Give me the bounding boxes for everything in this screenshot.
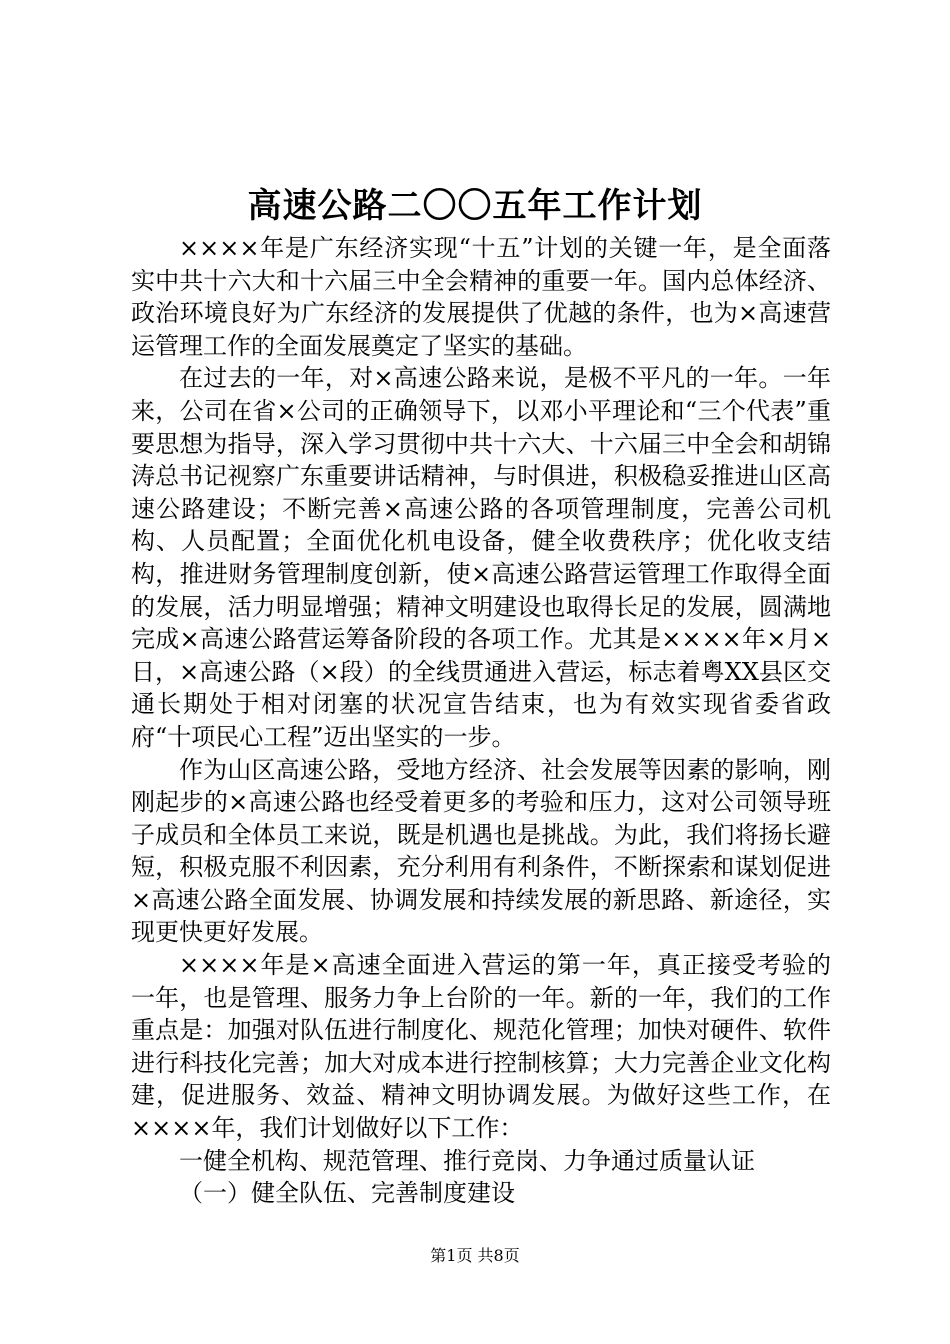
subsection-heading-1: （一）健全队伍、完善制度建设 <box>179 1179 515 1208</box>
paragraph-past-year: 在过去的一年，对×高速公路来说，是极不平凡的一年。一年来，公司在省×公司的正确领导下，以邓小平理论和“三个代表”重要思想为指导，深入学习贯彻中共十六大、十六届三中全会和胡锦涛总书记视察广东重要讲话精神，与时俱进，积极稳妥推进山区高速公路建设；不断完善×高速公路的各项管理制度，完善公司机构、人员配置；全面优化机电设备，健全收费秩序；优化收支结构，推进财务管理制度创新，使×高速公路营运管理工作取得全面的发展，活力明显增强；精神文明建设也取得长足的发展，圆满地完成×高速公路营运筹备阶段的各项工作。尤其是××××年×月×日，×高速公路（×段）的全线贯通进入营运，标志着粤XX县区交通长期处于相对闭塞的状况宣告结束，也为有效实现省委省政府“十项民心工程”迈出坚实的一步。 <box>131 364 831 751</box>
paragraph-challenges: 作为山区高速公路，受地方经济、社会发展等因素的影响，刚刚起步的×高速公路也经受着更多的考验和压力，这对公司领导班子成员和全体员工来说，既是机遇也是挑战。为此，我们将扬长避短，积极克服不利因素，充分利用有利条件，不断探索和谋划促进×高速公路全面发展、协调发展和持续发展的新思路、新途径，实现更快更好发展。 <box>131 755 831 947</box>
section-heading-1: 一健全机构、规范管理、推行竞岗、力争通过质量认证 <box>179 1146 755 1175</box>
document-title: 高速公路二〇〇五年工作计划 <box>247 186 703 226</box>
document-body <box>131 232 831 1210</box>
paragraph-priorities: ××××年是×高速全面进入营运的第一年，真正接受考验的一年，也是管理、服务力争上台阶的一年。新的一年，我们的工作重点是：加强对队伍进行制度化、规范化管理；加快对硬件、软件进行科技化完善；加大对成本进行控制核算；大力完善企业文化构建，促进服务、效益、精神文明协调发展。为做好这些工作，在××××年，我们计划做好以下工作： <box>131 951 831 1143</box>
paragraph-intro: ××××年是广东经济实现“十五”计划的关键一年，是全面落实中共十六大和十六届三中全会精神的重要一年。国内总体经济、政治环境良好为广东经济的发展提供了优越的条件，也为×高速营运管理工作的全面发展奠定了坚实的基础。 <box>131 234 831 360</box>
page-number-footer: 第1页 共8页 <box>430 1246 520 1265</box>
